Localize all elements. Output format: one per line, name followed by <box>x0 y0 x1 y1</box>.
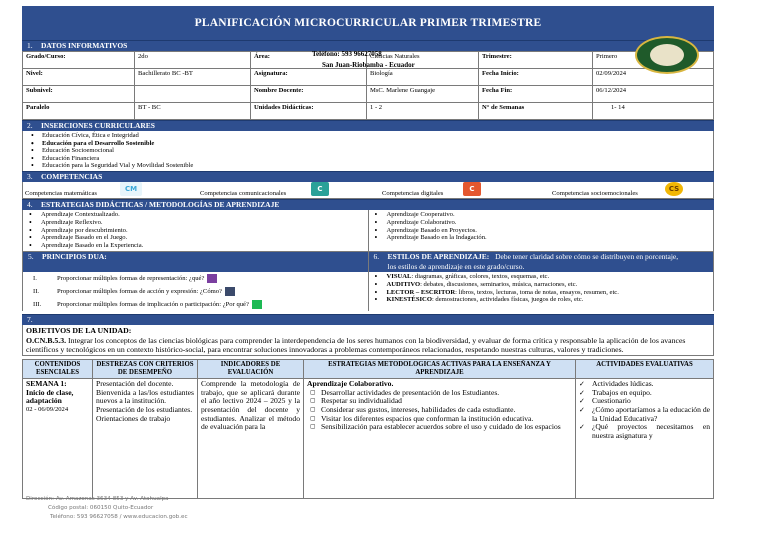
section-number: 6. <box>373 251 380 261</box>
objetivos-block <box>22 325 714 356</box>
roman-numeral: III. <box>33 300 42 308</box>
letterhead-phone: Teléfono: 593 96627058 <box>312 50 382 58</box>
semanas-label: N° de Semanas <box>479 103 593 120</box>
competencia-socioemocional-icon: CS <box>665 182 683 196</box>
estilo-key: KINESTÉSICO <box>386 296 432 304</box>
section-note-2: los estilos de aprendizaje en este grado/curso. <box>387 261 525 271</box>
section-number: 4. <box>27 199 33 209</box>
list-item: • Educación para el Desarrollo Sostenible <box>31 140 709 148</box>
paralelo-label: Paralelo <box>23 103 135 120</box>
area-label: Área: <box>251 52 367 69</box>
asignatura-label: Asignatura: <box>251 69 367 86</box>
unidades-value: 1 - 2 <box>367 103 479 120</box>
estrategias-left-list <box>23 210 368 251</box>
list-item <box>369 273 714 281</box>
section-number: 5. <box>28 251 34 261</box>
table-row <box>23 86 714 103</box>
trimestre-label: Trimestre: <box>479 52 593 69</box>
list-item: • Educación para la Seguridad Vial y Movilidad Sostenible <box>31 162 709 170</box>
page-title: PLANIFICACIÓN MICROCURRICULAR PRIMER TRIMESTRE <box>22 6 714 40</box>
engagement-color-swatch <box>252 300 262 309</box>
competencia-digital-label: Competencias digitales <box>382 189 444 197</box>
list-item <box>369 281 714 289</box>
dua-text: Proporcionar múltiples formas de acción y expresión: ¿Cómo? <box>57 287 222 295</box>
section-label: ESTRATEGIAS DIDÁCTICAS / METODOLOGÍAS DE APRENDIZAJE <box>41 199 280 209</box>
unidades-label: Unidades Didácticas: <box>251 103 367 120</box>
estrategias-cell <box>304 378 576 498</box>
docente-label: Nombre Docente: <box>251 86 367 103</box>
subnivel-label: Subnivel: <box>23 86 135 103</box>
list-item: • Aprendizaje Reflexivo. <box>23 219 368 227</box>
estilo-value: : diagramas, gráficas, colores, textos, esquemas, etc. <box>411 272 550 280</box>
section-header-objetivos <box>22 314 714 325</box>
dua-text: Proporcionar múltiples formas de representación: ¿qué? <box>57 274 205 282</box>
subnivel-value <box>135 86 251 103</box>
estilo-value: : debates, discusiones, seminarios, música, narraciones, etc. <box>420 280 578 288</box>
objetivos-heading: OBJETIVOS DE LA UNIDAD: <box>26 325 132 335</box>
list-item: • Aprendizaje Basado en la Indagación. <box>369 234 714 242</box>
letterhead-address: San Juan-Riobamba - Ecuador <box>322 61 415 69</box>
objetivos-paragraph <box>26 336 710 354</box>
docente-value: MsC. Marlene Guangaje <box>367 86 479 103</box>
estilos-column <box>368 252 715 311</box>
list-item: • Aprendizaje Contextualizado. <box>23 211 368 219</box>
section-number: 7. <box>27 314 33 324</box>
list-item: • Educación Cívica, Ética e Integridad <box>31 132 709 140</box>
list-item: • Aprendizaje Cooperativo. <box>369 211 714 219</box>
area-value: Ciencias Naturales <box>367 52 479 69</box>
dua-column <box>22 252 368 311</box>
list-item: • Educación Financiera <box>31 155 709 163</box>
estrategias-right-list <box>368 210 714 251</box>
table-row <box>23 378 714 498</box>
estrategias-list <box>307 389 572 433</box>
list-item <box>369 296 714 304</box>
fecha-fin-value: 06/12/2024 <box>593 86 714 103</box>
list-item: ▢ Visitar los diferentes espacios que conforman la institución educativa. <box>307 415 572 424</box>
list-item: • Aprendizaje Colaborativo. <box>369 219 714 227</box>
list-item <box>23 285 368 298</box>
roman-numeral: II. <box>33 287 40 295</box>
fecha-fin-label: Fecha Fin: <box>479 86 593 103</box>
actividades-list <box>579 380 710 441</box>
destrezas-cell <box>93 378 198 498</box>
estilos-list <box>369 272 714 304</box>
section-label: DATOS INFORMATIVOS <box>41 41 128 50</box>
estilo-value: : libros, textos, lecturas, toma de notas, ensayos, resumen, etc. <box>455 288 619 296</box>
estilo-key: AUDITIVO <box>386 280 421 288</box>
list-item: Bienvenida a las/los estudiantes nuevos a la institución. <box>96 387 194 406</box>
list-item: ▢ Considerar sus gustos, intereses, habilidades de cada estudiante. <box>307 406 572 415</box>
section-number: 2. <box>27 121 33 130</box>
list-item <box>23 298 368 311</box>
document-page <box>22 0 714 543</box>
objetivo-code: O.CN.B.5.3. <box>26 335 67 345</box>
list-item: ▢ Respetar su individualidad <box>307 397 572 406</box>
list-item: • Aprendizaje Basado en Proyectos. <box>369 227 714 235</box>
section-label: ESTILOS DE APRENDIZAJE: <box>387 251 490 261</box>
objetivo-text: Integrar los conceptos de las ciencias biológicas para comprender la interdependencia de los seres humanos con la biodiversidad, y evaluar de forma crítica y responsable la aplicación de los avances científicos y tecnológicos en un contexto histórico-social, para encontrar soluciones innovadoras a problemas contemporáneos relacionados, respetando nuestras culturas, valores y tradiciones. <box>26 335 686 354</box>
representation-color-swatch <box>207 274 217 283</box>
column-header: CONTENIDOS ESENCIALES <box>23 359 93 378</box>
asignatura-value: Biología <box>367 69 479 86</box>
column-header: INDICADORES DE EVALUACIÓN <box>198 359 304 378</box>
section-header-estilos <box>369 252 714 272</box>
estilo-key: VISUAL <box>386 272 412 280</box>
competencia-matematica-label: Competencias matemáticas <box>25 189 97 197</box>
estrategias-columns <box>22 210 714 252</box>
competencia-digital-icon: C <box>463 182 481 196</box>
list-item: ✓ Trabajos en equipo. <box>579 389 710 398</box>
dua-estilos-row <box>22 252 714 311</box>
semanas-value: 1- 14 <box>593 103 714 120</box>
competencia-comunicacional-label: Competencias comunicacionales <box>200 189 287 197</box>
section-note: Debe tener claridad sobre cómo se distribuyen en porcentaje, <box>495 251 679 261</box>
table-header-row <box>23 359 714 378</box>
grado-value: 2do <box>135 52 251 69</box>
dua-text: Proporcionar múltiples formas de implicación o participación: ¿Por qué? <box>57 300 249 308</box>
list-item: ✓ ¿Qué proyectos necesitamos en nuestra asignatura y <box>579 423 710 440</box>
table-row <box>23 103 714 120</box>
section-header-competencias <box>22 171 714 182</box>
list-item: • Aprendizaje Basado en el Juego. <box>23 234 368 242</box>
list-item: ✓ Cuestionario <box>579 397 710 406</box>
section-header-inserciones <box>22 120 714 131</box>
semana-title: SEMANA 1: <box>26 378 67 388</box>
list-item: • Aprendizaje por descubrimiento. <box>23 227 368 235</box>
estilo-key: LECTOR – ESCRITOR <box>386 288 456 296</box>
competencia-socioemocional-label: Competencias socioemocionales <box>552 189 638 197</box>
dua-list <box>23 272 368 311</box>
roman-numeral: I. <box>33 274 37 282</box>
nivel-label: Nivel: <box>23 69 135 86</box>
semana-subtitle: Inicio de clase, adaptación <box>26 387 74 406</box>
list-item: ▢ Desarrollar actividades de presentación de los Estudiantes. <box>307 389 572 398</box>
grado-label: Grado/Curso: <box>23 52 135 69</box>
fecha-inicio-value: 02/09/2024 <box>593 69 714 86</box>
section-label: INSERCIONES CURRICULARES <box>41 121 155 130</box>
list-item: Presentación de los estudiantes. <box>96 405 193 415</box>
list-item: • Educación Socioemocional <box>31 147 709 155</box>
planificacion-table <box>22 359 714 499</box>
inserciones-list <box>22 131 714 171</box>
list-item: Presentación del docente. <box>96 378 174 388</box>
paralelo-value: BT - BC <box>135 103 251 120</box>
contenidos-cell <box>23 378 93 498</box>
competencia-comunicacional-icon: C <box>311 182 329 196</box>
trimestre-value: Primero <box>593 52 714 69</box>
section-number: 3. <box>27 171 33 181</box>
competencias-row <box>22 182 714 199</box>
watermark-phone: Teléfono: 593 96627058 / www.educacion.gob.ec <box>50 514 188 520</box>
semana-date: 02 - 06/09/2024 <box>26 406 69 414</box>
column-header: ESTRATEGIAS METODOLOGICAS ACTIVAS PARA LA ENSEÑANZA Y APRENDIZAJE <box>304 359 576 378</box>
table-row <box>23 69 714 86</box>
actividades-cell <box>576 378 714 498</box>
list-item <box>23 272 368 285</box>
school-seal-icon <box>635 36 699 74</box>
section-header-estrategias <box>22 199 714 210</box>
list-item: Orientaciones de trabajo <box>96 413 171 423</box>
column-header: DESTREZAS CON CRITERIOS DE DESEMPEÑO <box>93 359 198 378</box>
section-number: 1. <box>27 41 33 50</box>
section-label: PRINCIPIOS DUA: <box>42 251 107 261</box>
competencia-matematica-icon: CM <box>120 182 142 196</box>
seal-center <box>650 44 684 66</box>
fecha-inicio-label: Fecha Inicio: <box>479 69 593 86</box>
section-label: COMPETENCIAS <box>41 171 103 181</box>
action-color-swatch <box>225 287 235 296</box>
estrategias-title: Aprendizaje Colaborativo. <box>307 378 394 388</box>
estilo-value: : demostraciones, actividades físicas, juegos de roles, etc. <box>431 296 584 304</box>
list-item: • Aprendizaje Basado en la Experiencia. <box>23 242 368 250</box>
list-item: ✓ ¿Cómo aportaríamos a la educación de la Unidad Educativa? <box>579 406 710 423</box>
watermark-postal: Código postal: 060150 Quito-Ecuador <box>48 505 154 511</box>
list-item: ✓ Actividades lúdicas. <box>579 380 710 389</box>
indicadores-cell: Comprende la metodología de trabajo, que se aplicará durante el año lectivo 2024 – 2025 y la presentación del docente y estudiantes. Analizar el método de evaluación para la <box>198 378 304 498</box>
column-header: ACTIVIDADES EVALUATIVAS <box>576 359 714 378</box>
section-header-dua <box>23 252 368 272</box>
list-item: ▢ Sensibilización para establecer acuerdos sobre el uso y cuidado de los espacios <box>307 423 572 432</box>
nivel-value: Bachillerato BC -BT <box>135 69 251 86</box>
watermark-address: Dirección: Av. Amazonas 3634-853 y Av. Atahualpa <box>26 496 169 502</box>
